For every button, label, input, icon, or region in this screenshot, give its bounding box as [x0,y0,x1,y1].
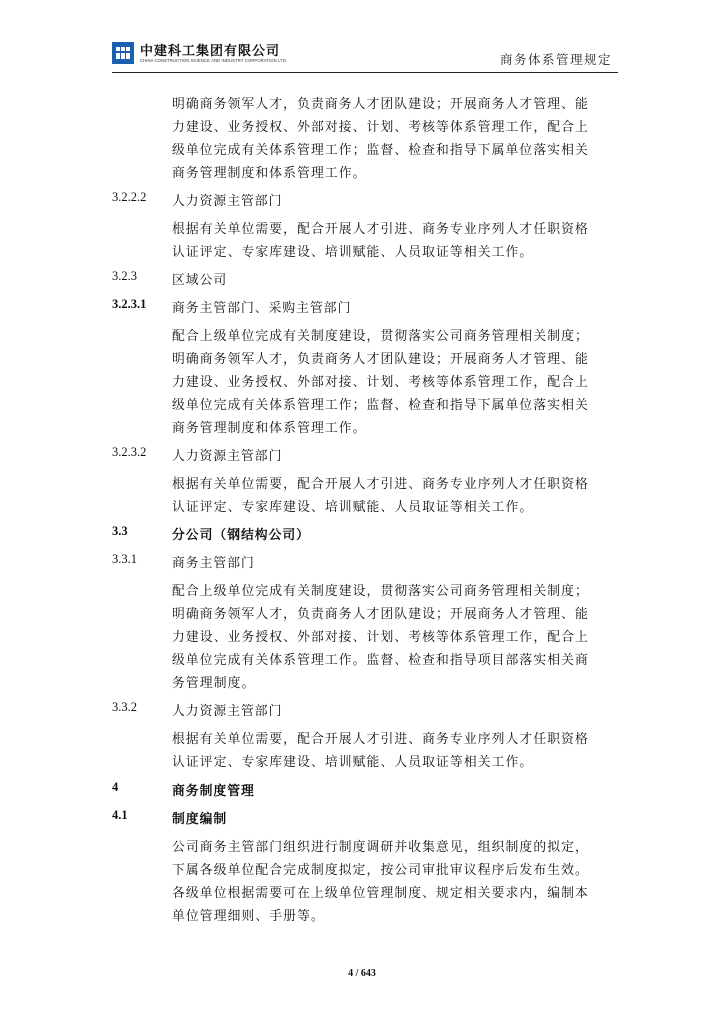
body-line: 根据有关单位需要，配合开展人才引进、商务专业序列人才任职资格 [172,732,589,747]
document-title: 商务体系管理规定 [499,52,612,67]
section-number: 3.2.3 [112,269,137,283]
page-header [112,38,618,73]
page-number: 4 / 643 [348,968,376,979]
body-line: 明确商务领军人才，负责商务人才团队建设；开展商务人才管理、能 [172,352,589,367]
body-line: 认证评定、专家库建设、培训赋能、人员取证等相关工作。 [172,755,534,770]
company-logo-icon [112,42,134,64]
body-line: 配合上级单位完成有关制度建设，贯彻落实公司商务管理相关制度； [172,584,589,599]
section-number: 4.1 [112,808,128,822]
body-line: 配合上级单位完成有关制度建设，贯彻落实公司商务管理相关制度； [172,329,589,344]
body-line: 根据有关单位需要，配合开展人才引进、商务专业序列人才任职资格 [172,222,589,237]
body-line: 明确商务领军人才，负责商务人才团队建设；开展商务人才管理、能 [172,607,589,622]
body-line: 明确商务领军人才，负责商务人才团队建设；开展商务人才管理、能 [172,97,589,112]
section-number: 3.2.2.2 [112,190,147,204]
body-line: 认证评定、专家库建设、培训赋能、人员取证等相关工作。 [172,245,534,260]
section-number: 3.3 [112,524,128,538]
section-heading: 人力资源主管部门 [172,194,283,209]
company-name-cn: 中建科工集团有限公司 [140,44,281,59]
section-number: 3.3.2 [112,700,137,714]
section-number: 3.2.3.2 [112,445,147,459]
body-line: 下属各级单位配合完成制度拟定，按公司审批审议程序后发布生效。 [172,863,589,878]
company-name-en: CHINA CONSTRUCTION SCIENCE AND INDUSTRY CORPORATION LTD. [140,58,288,63]
body-line: 商务管理制度和体系管理工作。 [172,166,367,181]
section-heading: 商务制度管理 [172,784,255,799]
body-line: 级单位完成有关体系管理工作；监督、检查和指导下属单位落实相关 [172,398,589,413]
body-line: 根据有关单位需要，配合开展人才引进、商务专业序列人才任职资格 [172,477,589,492]
section-heading: 商务主管部门、采购主管部门 [172,301,352,316]
section-heading: 商务主管部门 [172,556,255,571]
body-line: 认证评定、专家库建设、培训赋能、人员取证等相关工作。 [172,500,534,515]
section-heading: 人力资源主管部门 [172,449,283,464]
body-line: 务管理制度。 [172,676,256,691]
body-line: 级单位完成有关体系管理工作；监督、检查和指导下属单位落实相关 [172,143,589,158]
body-line: 单位管理细则、手册等。 [172,909,325,924]
section-number: 4 [112,780,119,794]
section-number: 3.2.3.1 [112,297,147,311]
body-line: 商务管理制度和体系管理工作。 [172,421,367,436]
body-line: 公司商务主管部门组织进行制度调研并收集意见，组织制度的拟定， [172,840,589,855]
section-heading: 区域公司 [172,273,228,288]
body-line: 力建设、业务授权、外部对接、计划、考核等体系管理工作，配合上 [172,375,589,390]
section-heading: 分公司（钢结构公司） [172,528,310,543]
section-number: 3.3.1 [112,552,137,566]
body-line: 级单位完成有关体系管理工作。监督、检查和指导项目部落实相关商 [172,653,589,668]
body-line: 各级单位根据需要可在上级单位管理制度、规定相关要求内，编制本 [172,886,589,901]
body-line: 力建设、业务授权、外部对接、计划、考核等体系管理工作，配合上 [172,120,589,135]
section-heading: 制度编制 [172,812,228,827]
body-line: 力建设、业务授权、外部对接、计划、考核等体系管理工作，配合上 [172,630,589,645]
section-heading: 人力资源主管部门 [172,704,283,719]
